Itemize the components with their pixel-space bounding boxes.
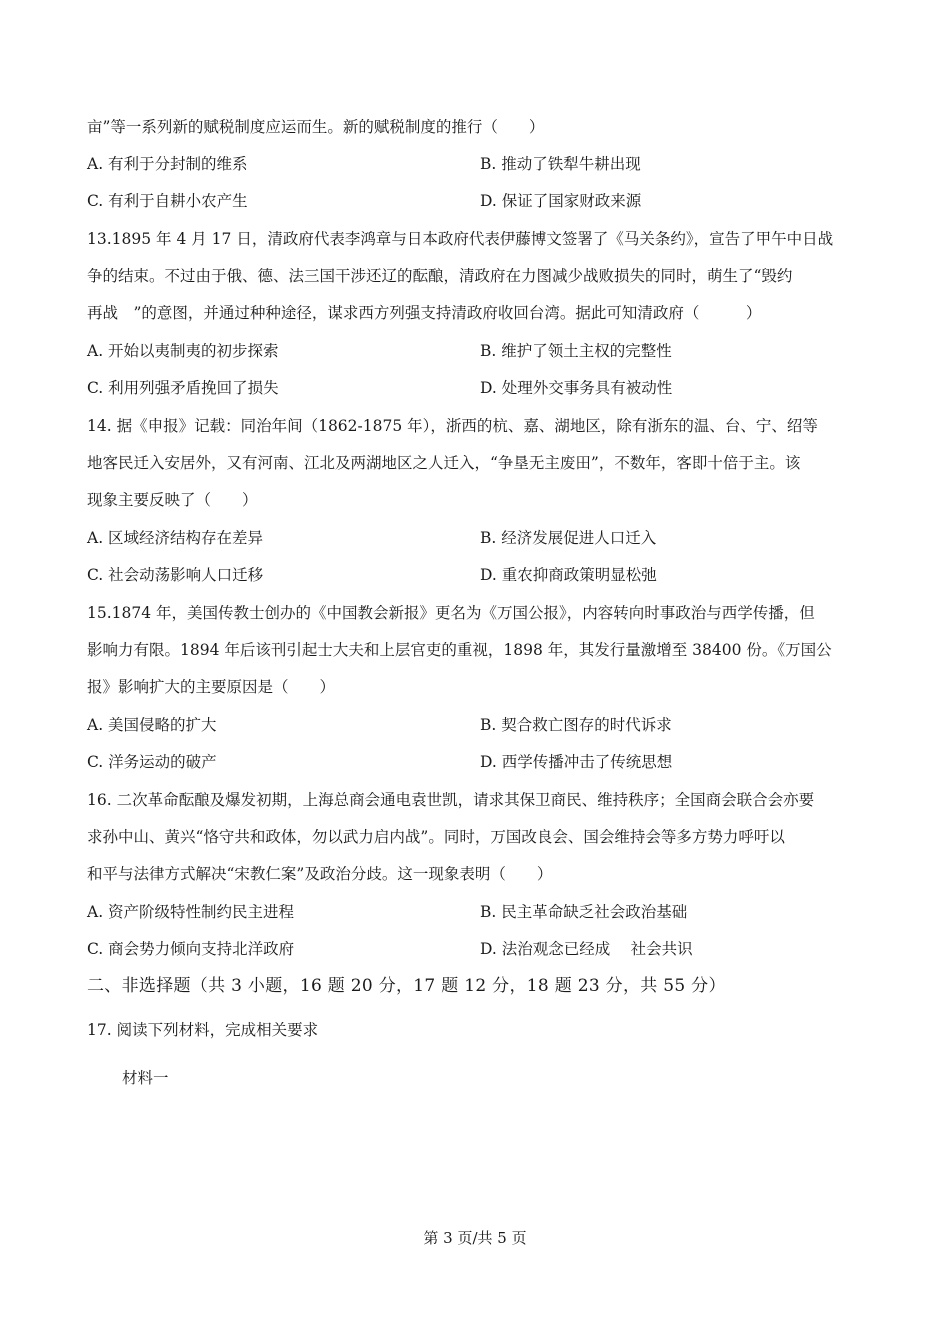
q12-option-a: A. 有利于分封制的维系 — [87, 155, 248, 173]
q15-option-c: C. 洋务运动的破产 — [87, 753, 217, 771]
q16-option-a: A. 资产阶级特性制约民主进程 — [87, 903, 295, 921]
q14-stem-line-1: 14. 据《申报》记载：同治年间（1862-1875 年），浙西的杭、嘉、湖地区，除有浙东的温、台、宁、绍等 — [87, 417, 818, 435]
q14-stem-line-3: 现象主要反映了（ ） — [87, 491, 258, 509]
q12-options-row-1 — [87, 154, 867, 174]
q13-option-b: B. 维护了领土主权的完整性 — [480, 342, 672, 360]
q16-options-row-2 — [87, 939, 867, 959]
page-number-footer: 第 3 页/共 5 页 — [423, 1229, 527, 1247]
q15-stem-line-1: 15.1874 年，美国传教士创办的《中国教会新报》更名为《万国公报》，内容转向时事政治与西学传播，但 — [87, 604, 815, 622]
q13-option-c: C. 利用列强矛盾挽回了损失 — [87, 379, 279, 397]
q15-option-a: A. 美国侵略的扩大 — [87, 716, 217, 734]
section-2-heading: 二、非选择题（共 3 小题，16 题 20 分，17 题 12 分，18 题 23 分，共 55 分） — [87, 976, 726, 996]
q14-option-c: C. 社会动荡影响人口迁移 — [87, 566, 264, 584]
q16-option-b: B. 民主革命缺乏社会政治基础 — [480, 903, 688, 921]
q12-options-row-2 — [87, 191, 867, 211]
q16-options-row-1 — [87, 902, 867, 922]
q13-stem-line-3: 再战 ”的意图，并通过种种途径，谋求西方列强支持清政府收回台湾。据此可知清政府（ ） — [87, 304, 762, 322]
q12-option-b: B. 推动了铁犁牛耕出现 — [480, 155, 641, 173]
q13-options-row-1 — [87, 341, 867, 361]
q15-stem-line-2: 影响力有限。1894 年后该刊引起士大夫和上层官吏的重视，1898 年，其发行量激增至 38400 份。《万国公 — [87, 641, 832, 659]
q14-options-row-1 — [87, 528, 867, 548]
q14-option-d: D. 重农抑商政策明显松弛 — [480, 566, 657, 584]
q13-option-a: A. 开始以夷制夷的初步探索 — [87, 342, 279, 360]
q17-stem: 17. 阅读下列材料，完成相关要求 — [87, 1021, 319, 1039]
q14-option-a: A. 区域经济结构存在差异 — [87, 529, 264, 547]
q15-option-b: B. 契合救亡图存的时代诉求 — [480, 716, 672, 734]
q16-option-d: D. 法治观念已经成 社会共识 — [480, 940, 693, 958]
q17-material-1-label: 材料一 — [122, 1069, 169, 1087]
q13-option-d: D. 处理外交事务具有被动性 — [480, 379, 673, 397]
q14-stem-line-2: 地客民迁入安居外，又有河南、江北及两湖地区之人迁入，“争垦无主废田”，不数年，客即十倍于主。该 — [87, 454, 801, 472]
q13-stem-line-2: 争的结束。不过由于俄、德、法三国干涉还辽的酝酿，清政府在力图减少战败损失的同时，萌生了“毁约 — [87, 267, 793, 285]
q12-stem-line: 亩”等一系列新的赋税制度应运而生。新的赋税制度的推行（ ） — [87, 118, 545, 136]
q15-option-d: D. 西学传播冲击了传统思想 — [480, 753, 673, 771]
q14-option-b: B. 经济发展促进人口迁入 — [480, 529, 657, 547]
q15-options-row-1 — [87, 715, 867, 735]
q15-options-row-2 — [87, 752, 867, 772]
q16-stem-line-3: 和平与法律方式解决“宋教仁案”及政治分歧。这一现象表明（ ） — [87, 865, 553, 883]
q12-option-d: D. 保证了国家财政来源 — [480, 192, 642, 210]
q16-option-c: C. 商会势力倾向支持北洋政府 — [87, 940, 295, 958]
q16-stem-line-2: 求孙中山、黄兴“恪守共和政体，勿以武力启内战”。同时，万国改良会、国会维持会等多方势力呼吁以 — [87, 828, 785, 846]
q16-stem-line-1: 16. 二次革命酝酿及爆发初期，上海总商会通电袁世凯，请求其保卫商民、维持秩序；全国商会联合会亦要 — [87, 791, 815, 809]
q13-stem-line-1: 13.1895 年 4 月 17 日，清政府代表李鸿章与日本政府代表伊藤博文签署了《马关条约》，宣告了甲午中日战 — [87, 230, 834, 248]
q12-option-c: C. 有利于自耕小农产生 — [87, 192, 248, 210]
q13-options-row-2 — [87, 378, 867, 398]
q14-options-row-2 — [87, 565, 867, 585]
q15-stem-line-3: 报》影响扩大的主要原因是（ ） — [87, 678, 336, 696]
